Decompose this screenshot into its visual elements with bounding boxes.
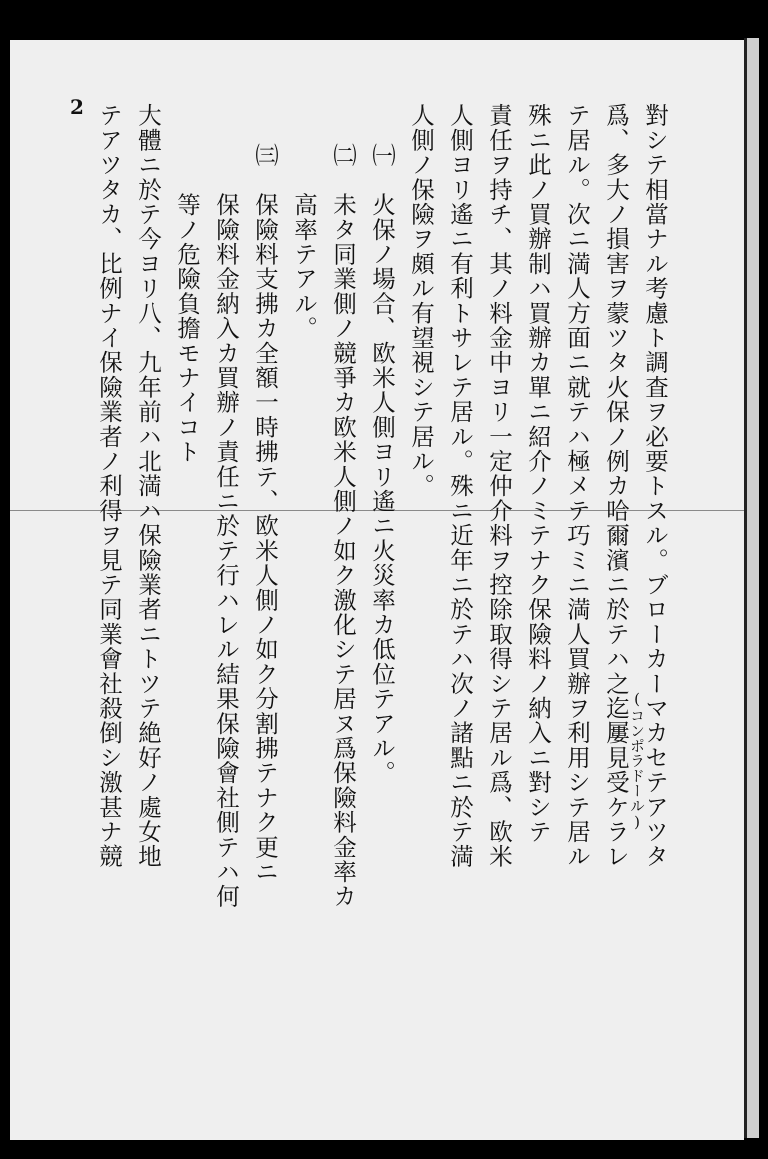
text-column-4: 殊ニ此ノ買辦制ハ買辦カ單ニ紹介ノミテナク保險料ノ納入ニ對シテ [524, 103, 552, 844]
furigana-annotation: (コンポラドール) [628, 690, 646, 831]
text-column-15: テアツタカ、比例ナイ保險業者ノ利得ヲ見テ同業會社殺倒シ激甚ナ競 [95, 103, 123, 869]
page-number: 2 [70, 95, 84, 119]
text-column-3: テ居ル。次ニ満人方面ニ就テハ極メテ巧ミニ満人買辦ヲ利用シテ居ル [563, 103, 591, 869]
text-column-13: 等ノ危險負擔モナイコト [173, 143, 201, 465]
text-column-12: 保險料金納入カ買辦ノ責任ニ於テ行ハレル結果保險會社側テハ何 [212, 143, 240, 909]
text-column-7: 人側ノ保險ヲ頗ル有望視シテ居ル。 [407, 103, 435, 499]
text-column-11: ㈢ 保險料支拂カ全額一時拂テ、欧米人側ノ如ク分割拂テナク更ニ [251, 143, 279, 884]
text-column-6: 人側ヨリ遙ニ有利トサレテ居ル。殊ニ近年ニ於テハ次ノ諸點ニ於テ満 [446, 103, 474, 869]
text-column-10: 高率テアル。 [290, 143, 318, 341]
text-column-1: 對シテ相當ナル考慮ト調査ヲ必要トスル。ブローカーマカセテアツタ [641, 103, 669, 869]
text-column-2: 爲、多大ノ損害ヲ蒙ツタ火保ノ例カ哈爾濱ニ於テハ之迄屢見受ケラレ [602, 103, 630, 869]
page-edge-strip [744, 38, 759, 1138]
text-column-14: 大體ニ於テ今ヨリ八、九年前ハ北満ハ保險業者ニトツテ絶好ノ處女地 [134, 103, 162, 869]
text-column-9: ㈡ 未タ同業側ノ競爭カ欧米人側ノ如ク激化シテ居ヌ爲保險料金率カ [329, 143, 357, 909]
text-column-8: ㈠ 火保ノ場合、欧米人側ヨリ遙ニ火災率カ低位テアル。 [368, 143, 396, 786]
text-column-5: 責任ヲ持チ、其ノ料金中ヨリ一定仲介料ヲ控除取得シテ居ル爲、欧米 [485, 103, 513, 869]
